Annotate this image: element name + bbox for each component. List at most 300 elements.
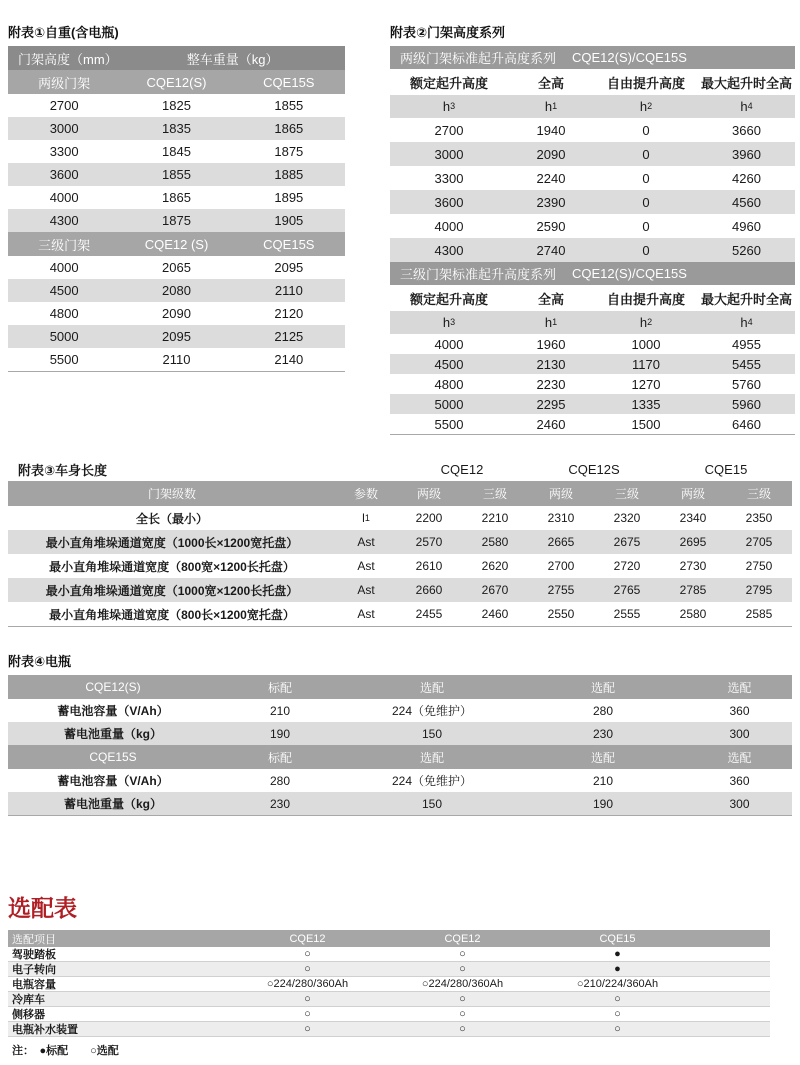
table-cell: 4560 [732,194,761,210]
table1-self-weight [8,46,345,372]
table-row [8,256,345,279]
table3-title: 附表③车身长度 [18,462,108,478]
table-cell: 3300 [49,144,79,159]
table-row [8,325,345,348]
section-col-header: CQE15S [263,74,315,90]
col-header: 自由提升高度 [606,75,685,91]
col-header: 选配 [590,750,615,765]
table-cell: 4300 [434,242,464,258]
table-cell: 1170 [632,356,660,372]
table4-header-row [8,675,792,699]
table2-symbol-row [390,95,795,118]
table-cell: 2755 [547,583,575,597]
options-header-row [8,930,770,947]
param-base: Ast [357,583,375,597]
options-table [8,930,770,1037]
table-cell: 2130 [536,356,566,372]
table-cell: 4800 [434,376,464,392]
table1-section-header-row [8,70,345,94]
table-cell: 360 [729,773,750,788]
row-label: 全长（最小） [135,511,208,526]
param-base: h [442,315,451,330]
param-base: h [544,99,553,114]
option-mark-cell: ○224/280/360Ah [421,978,504,990]
table-cell: 2090 [162,306,191,321]
height-symbol [698,95,795,118]
table-cell: 3600 [434,194,464,210]
height-symbol [508,311,594,334]
param-subscript: 1 [552,101,558,111]
mast-height-table-section [390,24,795,435]
table-cell: 1845 [162,144,191,159]
table-row [390,142,795,166]
param-base: h [740,315,748,330]
table-cell: 2585 [745,607,773,621]
table-cell: 4000 [49,190,79,205]
table-cell: 5260 [732,242,761,258]
table-row [390,354,795,374]
param-base: h [740,99,748,114]
col-header: 选配 [419,750,444,765]
option-mark-cell: ● [614,963,621,975]
col-header: 两级 [680,487,705,501]
table2-band-header [390,262,795,285]
col-header: CQE12(S) [85,680,141,694]
band-label: 三级门架标准起升高度系列 [400,267,557,282]
table-cell: 360 [729,703,750,718]
row-label: 蓄电池容量（V/Ah） [57,774,169,788]
option-mark-cell: ○ [304,948,311,960]
col-header: 标配 [267,680,292,695]
table-cell: 2320 [613,511,641,525]
table-cell: 5960 [732,396,761,412]
table-row [390,374,795,394]
table-cell: 3300 [434,170,464,186]
param-base: h [442,99,451,114]
row-label: 驾驶踏板 [12,949,56,961]
table-cell: 5500 [434,416,464,432]
table-cell: 0 [642,218,650,234]
table-cell: 5000 [434,396,464,412]
option-mark-cell: ○ [614,993,621,1005]
table-cell: 2700 [434,122,464,138]
table-row [8,962,770,977]
param-subscript: 1 [552,317,558,327]
table-row [8,578,792,602]
table-cell: 6460 [732,416,761,432]
table-cell: 0 [642,170,650,186]
option-mark-cell: ○ [304,1008,311,1020]
height-symbol [594,311,698,334]
table2-title: 附表②门架高度系列 [390,25,506,40]
col-header: 三级 [746,487,771,501]
table-cell: 1825 [162,98,191,113]
table-row [390,214,795,238]
param-base: Ast [357,535,375,549]
col-header: CQE12 [444,932,481,945]
row-label: 电子转向 [12,964,56,976]
table-cell: 2200 [415,511,443,525]
table-cell: 2350 [745,511,773,525]
band-model-label: CQE12(S)/CQE15S [572,50,687,65]
col-header: 参数 [353,487,378,501]
table-cell: 2460 [481,607,509,621]
col-header-mast-height: 门架高度（mm） [18,51,118,67]
table-cell: 3960 [732,146,761,162]
table-row [8,94,345,117]
table4-title: 附表④电瓶 [8,654,72,669]
table-cell: 3000 [434,146,464,162]
table-cell: 3660 [732,122,761,138]
table-cell: 2620 [481,559,509,573]
options-title: 选配表 [8,895,77,921]
top-tables-area [0,24,800,435]
table-row [8,722,792,745]
table-cell: 4260 [732,170,761,186]
table-cell: 2750 [745,559,773,573]
table-cell: 2455 [415,607,443,621]
table-cell: 2660 [415,583,443,597]
table-row [8,769,792,792]
options-table-section [8,894,770,1058]
option-mark-cell: ○ [459,993,466,1005]
table-cell: 2120 [274,306,304,321]
table-row [390,414,795,434]
table3-models-row [8,457,792,481]
table-cell: 2765 [613,583,641,597]
model-label: CQE12S [568,461,620,477]
table2-column-header-row [390,69,795,95]
table-cell: 1875 [162,213,191,228]
table1-main-header-row [8,46,345,70]
table-cell: 4300 [49,213,79,228]
table-cell: 2795 [745,583,773,597]
table-cell: 2695 [679,535,707,549]
table4-header-row [8,745,792,769]
table2-column-header-row [390,285,795,311]
height-symbol [390,311,508,334]
param-cell [336,554,396,578]
table-cell: 2140 [274,352,304,367]
table-row [8,1022,770,1037]
table-cell: 2700 [547,559,575,573]
col-header: 两级 [548,487,573,501]
table-cell: 2390 [536,194,566,210]
table-cell: 1940 [536,122,566,138]
table2-mast-heights [390,46,795,435]
table-cell: 2550 [547,607,575,621]
table-cell: 2080 [162,283,191,298]
table3-body-length [8,457,792,627]
table-cell: 1905 [274,213,304,228]
battery-table-section [8,653,792,816]
table-cell: 280 [592,703,614,718]
table-row [8,279,345,302]
option-mark-cell: ○ [304,993,311,1005]
table-cell: 2785 [679,583,707,597]
param-base: Ast [357,559,375,573]
col-header: 自由提升高度 [606,291,685,307]
table-cell: 2065 [162,260,191,275]
table-cell: 1500 [631,416,661,432]
table-cell: 2720 [613,559,641,573]
table-cell: 0 [642,242,650,258]
table-row [8,302,345,325]
col-header: CQE12 [289,932,326,945]
table3-header-row [8,481,792,506]
row-label: 侧移器 [12,1009,45,1021]
col-header: 三级 [614,487,639,501]
table-cell: 300 [729,796,750,811]
table-cell: 230 [592,726,614,741]
table-cell: 4500 [434,356,464,372]
model-label: CQE15 [704,461,748,477]
table-cell: 1885 [274,167,304,182]
param-base: h [544,315,553,330]
option-mark-cell: ○ [459,948,466,960]
table-cell: 1960 [536,336,566,352]
row-label: 电瓶补水装置 [12,1024,78,1036]
col-header: 门架级数 [147,487,196,501]
table-cell: 3600 [49,167,79,182]
option-mark-cell: ○ [459,1008,466,1020]
col-header: 两级 [416,487,441,501]
table-cell: 2295 [536,396,566,412]
table2-band-header [390,46,795,69]
table-cell: 190 [592,796,614,811]
table-cell: 1335 [631,396,661,412]
param-subscript: 3 [450,317,456,327]
table-row [8,209,345,232]
table-cell: 2210 [481,511,509,525]
table-row [8,186,345,209]
param-base: h [639,99,648,114]
table-row [8,554,792,578]
col-header: CQE15 [599,932,636,945]
option-mark-cell: ● [614,948,621,960]
table-cell: 2310 [547,511,575,525]
table-row [8,1007,770,1022]
height-symbol [698,311,795,334]
table-row [390,238,795,262]
band-model-label: CQE12(S)/CQE15S [572,266,687,281]
table-row [8,506,792,530]
table-cell: 2740 [536,242,566,258]
table-cell: 2340 [679,511,707,525]
option-mark-cell: ○210/224/360Ah [576,978,659,990]
row-label: 最小直角堆垛通道宽度（1000长×1200宽托盘） [45,535,299,550]
table-row [8,117,345,140]
table-cell: 210 [592,773,614,788]
table-cell: 4800 [49,306,79,321]
col-header: 选配 [727,750,752,765]
param-cell [336,578,396,602]
row-label: 冷库车 [12,994,45,1006]
table4-battery [8,675,792,816]
table-cell: 224（免维护） [391,774,473,788]
param-base: h [639,315,648,330]
param-subscript: 4 [747,317,753,327]
table-row [8,602,792,626]
table-row [8,699,792,722]
row-label: 电瓶容量 [12,979,56,991]
table2-symbol-row [390,311,795,334]
col-header-total-weight: 整车重量（kg） [186,51,279,67]
section-col-header: CQE15S [263,236,315,252]
table-cell: 2240 [536,170,566,186]
table-row [8,792,792,815]
param-subscript: 1 [364,512,370,523]
table-row [390,334,795,354]
option-mark-cell: ○ [304,963,311,975]
table-cell: 1865 [162,190,191,205]
table-cell: 2570 [415,535,443,549]
table-cell: 1000 [631,336,661,352]
col-header: 选配项目 [12,933,56,946]
col-header: 全高 [537,75,564,91]
col-header: 额定起升高度 [409,291,488,307]
table-cell: 230 [269,796,291,811]
height-symbol [390,95,508,118]
table-cell: 2580 [481,535,509,549]
table-cell: 2610 [415,559,443,573]
param-base: l [362,511,365,525]
section-col-header: 两级门架 [38,75,91,91]
table-cell: 150 [421,796,443,811]
table-row [390,166,795,190]
option-mark-cell: ○ [459,963,466,975]
section-col-header: CQE12 (S) [144,236,209,252]
table-cell: 0 [642,122,650,138]
option-mark-cell: ○ [614,1008,621,1020]
table-cell: 5000 [49,329,79,344]
table-cell: 2670 [481,583,509,597]
table-cell: 1835 [162,121,191,136]
row-label: 最小直角堆垛通道宽度（800长×1200宽托盘） [49,607,295,622]
table-cell: 2675 [613,535,641,549]
section-col-header: 三级门架 [38,237,91,253]
table-cell: 2460 [536,416,566,432]
param-subscript: 2 [647,101,653,111]
table-cell: 2705 [745,535,773,549]
param-subscript: 3 [450,101,456,111]
col-header: CQE15S [89,750,137,764]
table-cell: 0 [642,146,650,162]
table-row [8,977,770,992]
param-cell [336,530,396,554]
col-header: 额定起升高度 [409,75,488,91]
option-mark-cell: ○ [304,1023,311,1035]
table-cell: 300 [729,726,750,741]
table-cell: 4000 [49,260,79,275]
options-note: 注： ●标配 ○选配 [12,1045,119,1057]
col-header: 三级 [482,487,507,501]
table-cell: 150 [421,726,443,741]
table-cell: 2125 [274,329,304,344]
param-cell [336,506,396,530]
table-cell: 0 [642,194,650,210]
row-label: 最小直角堆垛通道宽度（800宽×1200长托盘） [49,559,295,574]
table-cell: 2590 [536,218,566,234]
table-cell: 2230 [536,376,566,392]
col-header: 最大起升时全高 [700,75,792,91]
col-header: 标配 [267,750,292,765]
band-label: 两级门架标准起升高度系列 [400,51,557,66]
table-row [8,140,345,163]
table-row [8,163,345,186]
param-base: Ast [357,607,375,621]
row-label: 蓄电池容量（V/Ah） [57,704,169,718]
table-cell: 1865 [274,121,304,136]
table-cell: 1270 [631,376,661,392]
table1-title: 附表①自重(含电瓶) [8,25,119,40]
height-symbol [508,95,594,118]
col-header: 最大起升时全高 [700,291,792,307]
row-label: 最小直角堆垛通道宽度（1000宽×1200长托盘） [45,583,299,598]
table-cell: 4000 [434,336,464,352]
table-row [390,394,795,414]
table-row [8,530,792,554]
table-cell: 2665 [547,535,575,549]
col-header: 选配 [727,680,752,695]
table-cell: 2095 [162,329,191,344]
table-cell: 190 [269,726,291,741]
col-header: 选配 [419,680,444,695]
table-row [390,118,795,142]
table-cell: 280 [269,773,291,788]
table-cell: 1875 [274,144,304,159]
table-cell: 5500 [49,352,79,367]
table-cell: 2555 [613,607,641,621]
table-cell: 2730 [679,559,707,573]
body-length-table-section [8,457,792,627]
row-label: 蓄电池重量（kg） [63,727,162,741]
table-row [8,992,770,1007]
param-subscript: 2 [647,317,653,327]
option-mark-cell: ○224/280/360Ah [266,978,349,990]
table-cell: 1895 [274,190,304,205]
table1-section-header-row [8,232,345,256]
model-label: CQE12 [440,461,484,477]
table-cell: 5760 [732,376,761,392]
table-cell: 3000 [49,121,79,136]
table-cell: 224（免维护） [391,704,473,718]
table-cell: 2110 [274,283,303,298]
table-row [8,947,770,962]
table-cell: 4500 [49,283,79,298]
table-cell: 2580 [679,607,707,621]
table-row [390,190,795,214]
option-mark-cell: ○ [614,1023,621,1035]
table-cell: 2110 [162,352,191,367]
table-cell: 2095 [274,260,304,275]
table-cell: 210 [269,703,291,718]
table-cell: 1855 [274,98,304,113]
param-cell [336,602,396,626]
param-subscript: 4 [747,101,753,111]
height-symbol [594,95,698,118]
table-cell: 5455 [732,356,761,372]
section-col-header: CQE12(S) [146,74,207,90]
table-cell: 1855 [162,167,191,182]
table-cell: 4000 [434,218,464,234]
option-mark-cell: ○ [459,1023,466,1035]
table-cell: 4960 [732,218,761,234]
row-label: 蓄电池重量（kg） [63,797,162,811]
self-weight-table-section [8,24,345,435]
table-cell: 2090 [536,146,566,162]
table-row [8,348,345,371]
